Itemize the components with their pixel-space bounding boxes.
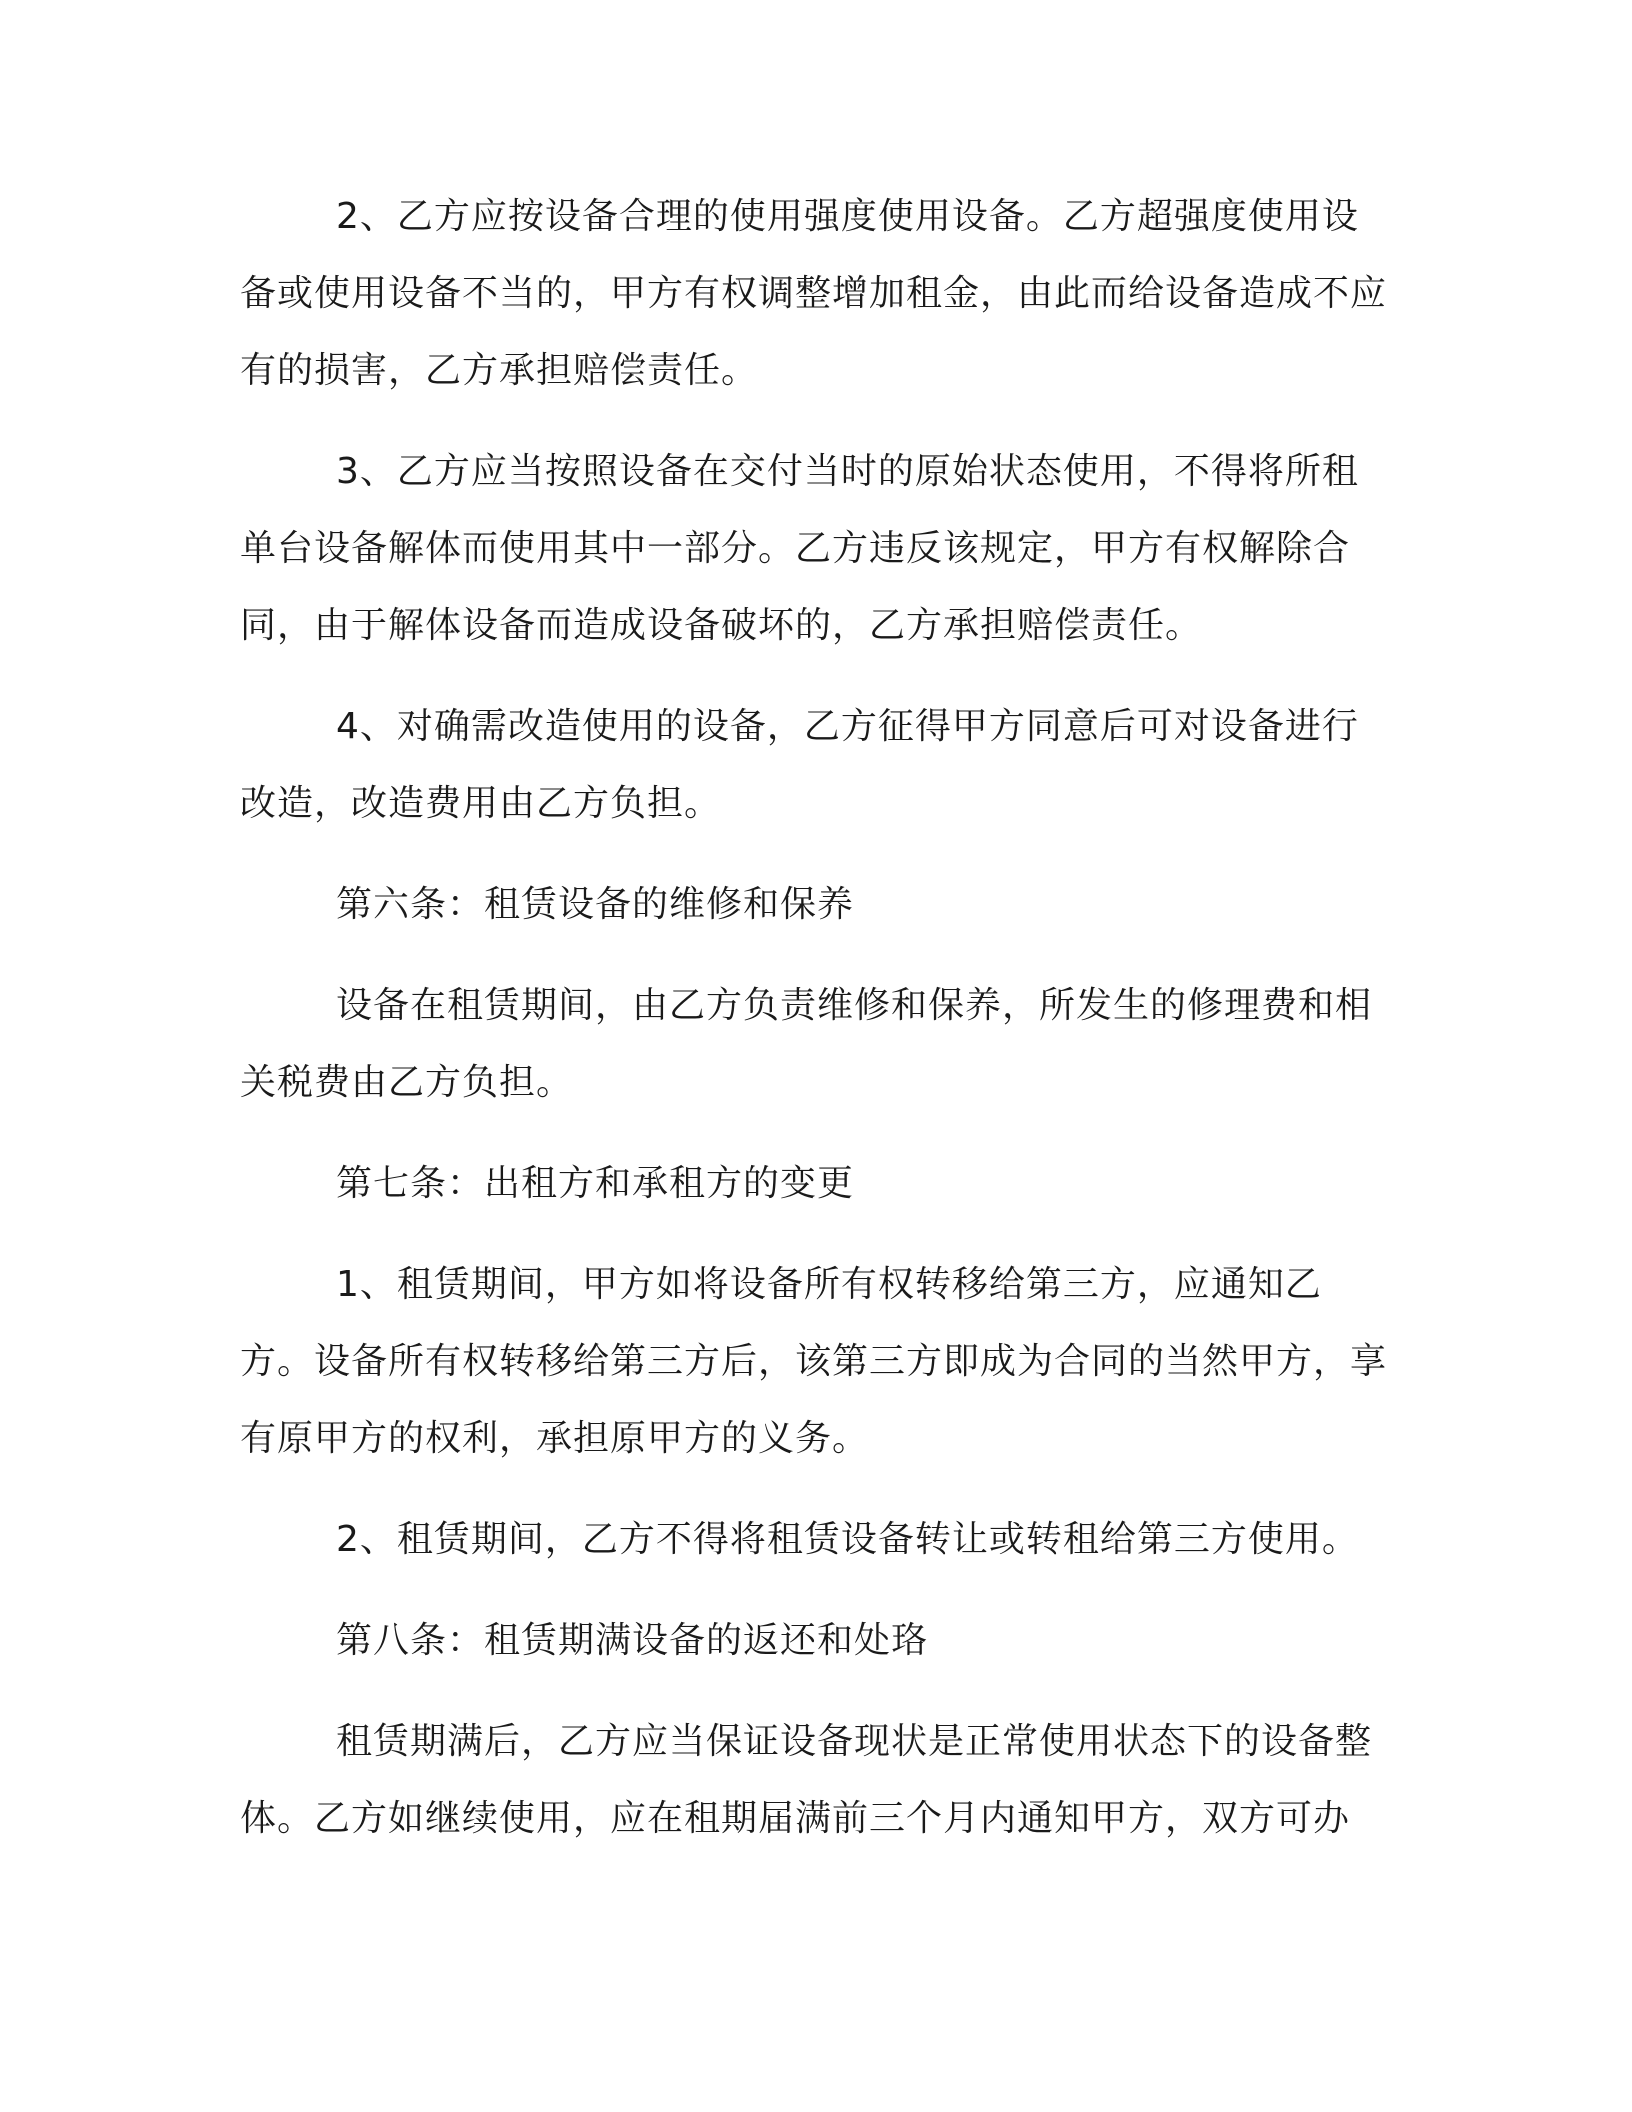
article-8-heading: 第八条：租赁期满设备的返还和处珞 — [336, 1620, 929, 1661]
article-7-paragraph-2: 2、租赁期间，乙方不得将租赁设备转让或转租给第三方使用。 — [336, 1519, 1359, 1560]
article-7-heading: 第七条：出租方和承租方的变更 — [336, 1163, 855, 1204]
clause-paragraph-3: 3、乙方应当按照设备在交付当时的原始状态使用，不得将所租单台设备解体而使用其中一部分。乙方违反该规定，甲方有权解除合同，由于解体设备而造成设备破坏的，乙方承担赔偿责任。 — [240, 451, 1359, 646]
clause-paragraph-2: 2、乙方应按设备合理的使用强度使用设备。乙方超强度使用设备或使用设备不当的，甲方有权调整增加租金，由此而给设备造成不应有的损害，乙方承担赔偿责任。 — [240, 196, 1388, 391]
article-8-paragraph: 租赁期满后，乙方应当保证设备现状是正常使用状态下的设备整体。乙方如继续使用，应在租期届满前三个月内通知甲方，双方可办 — [240, 1721, 1373, 1839]
clause-paragraph-4: 4、对确需改造使用的设备，乙方征得甲方同意后可对设备进行改造，改造费用由乙方负担。 — [240, 706, 1359, 824]
document-body — [240, 178, 1390, 1881]
article-7-paragraph-1: 1、租赁期间，甲方如将设备所有权转移给第三方，应通知乙方。设备所有权转移给第三方后，该第三方即成为合同的当然甲方，享有原甲方的权利，承担原甲方的义务。 — [240, 1264, 1388, 1459]
article-6-heading: 第六条：租赁设备的维修和保养 — [336, 884, 855, 925]
article-6-paragraph: 设备在租赁期间，由乙方负责维修和保养，所发生的修理费和相关税费由乙方负担。 — [240, 985, 1373, 1103]
